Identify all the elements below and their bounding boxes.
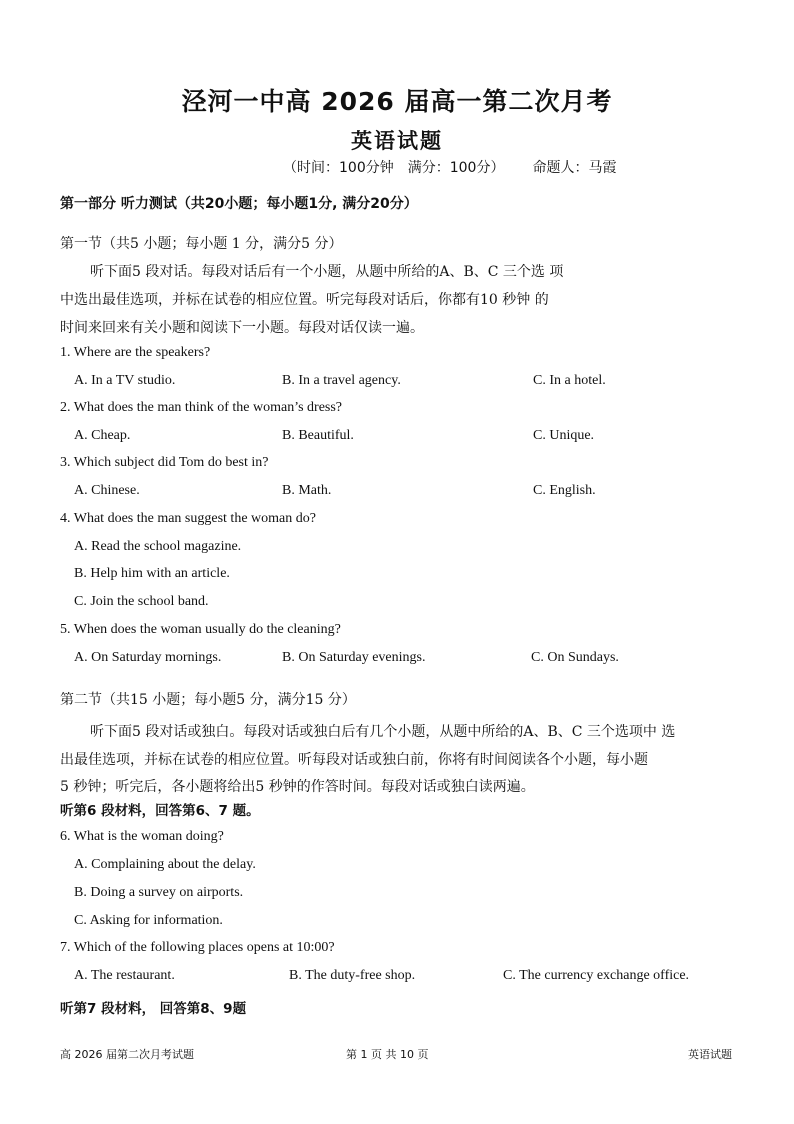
option-a: A. The restaurant. (74, 968, 175, 983)
option-c: C. The currency exchange office. (503, 968, 690, 983)
exam-time: （时间：100分钟 (283, 160, 394, 176)
option-b: B. In a travel agency. (282, 373, 401, 388)
option-c: C. Unique. (533, 428, 595, 443)
option-a: A. Complaining about the delay. (74, 857, 256, 872)
question-7: 7. Which of the following places opens at 10:00? (60, 940, 335, 955)
option-b: B. Beautiful. (282, 428, 354, 443)
option-a: A. Cheap. (74, 428, 131, 443)
section2-heading: 第二节（共15 小题；每小题5 分，满分15 分） (60, 692, 356, 708)
part1-heading: 第一部分 听力测试（共20小题；每小题1分, 满分20分） (60, 196, 418, 212)
section2-instruction-line: 出最佳选项，并标在试卷的相应位置。听每段对话或独白前，你将有时间阅读各个小题，每小题 (60, 752, 648, 768)
footer-right: 英语试题 (688, 1048, 732, 1061)
page-title: 泾河一中高 2026 届高一第二次月考 (181, 87, 613, 116)
option-c: C. Join the school band. (74, 594, 209, 609)
option-a: A. Read the school magazine. (74, 539, 242, 554)
question-4: 4. What does the man suggest the woman do? (60, 511, 316, 526)
exam-info (283, 157, 630, 177)
option-c: C. Asking for information. (74, 913, 223, 928)
page-number: 第 1 页 共 10 页 (346, 1048, 429, 1061)
option-c: C. On Sundays. (531, 650, 619, 665)
question-6: 6. What is the woman doing? (60, 829, 224, 844)
option-a: A. In a TV studio. (74, 373, 176, 388)
option-b: B. Doing a survey on airports. (74, 885, 244, 900)
question-5: 5. When does the woman usually do the cleaning? (60, 622, 341, 637)
option-b: B. Help him with an article. (74, 566, 230, 581)
option-c: C. In a hotel. (533, 373, 606, 388)
material-7-heading: 听第7 段材料， 回答第8、9题 (60, 1001, 247, 1017)
option-c: C. English. (533, 483, 596, 498)
question-3: 3. Which subject did Tom do best in? (60, 455, 269, 470)
section2-instruction-line: 听下面5 段对话或独白。每段对话或独白后有几个小题，从题中所给的A、B、C 三个选项中 选 (90, 724, 676, 740)
option-a: A. Chinese. (74, 483, 140, 498)
option-b: B. On Saturday evenings. (282, 650, 426, 665)
page-subtitle: 英语试题 (351, 128, 443, 153)
material-6-heading: 听第6 段材料，回答第6、7 题。 (60, 803, 260, 819)
exam-author: 命题人：马霞 (532, 160, 617, 176)
footer-left: 高 2026 届第二次月考试题 (60, 1048, 194, 1061)
question-1: 1. Where are the speakers? (60, 345, 211, 360)
section1-instruction-line: 中选出最佳选项，并标在试卷的相应位置。听完每段对话后，你都有10 秒钟 的 (60, 292, 549, 308)
question-2: 2. What does the man think of the woman’s dress? (60, 400, 343, 415)
section2-instruction-line: 5 秒钟；听完后，各小题将给出5 秒钟的作答时间。每段对话或独白读两遍。 (60, 779, 535, 795)
option-a: A. On Saturday mornings. (74, 650, 222, 665)
section1-instruction-line: 听下面5 段对话。每段对话后有一个小题，从题中所给的A、B、C 三个选 项 (90, 264, 564, 280)
option-b: B. Math. (282, 483, 332, 498)
exam-score: 满分：100分） (407, 160, 505, 176)
section1-heading: 第一节（共5 小题；每小题 1 分，满分5 分） (60, 236, 343, 252)
option-b: B. The duty-free shop. (289, 968, 416, 983)
section1-instruction-line: 时间来回来有关小题和阅读下一小题。每段对话仅读一遍。 (60, 320, 424, 336)
